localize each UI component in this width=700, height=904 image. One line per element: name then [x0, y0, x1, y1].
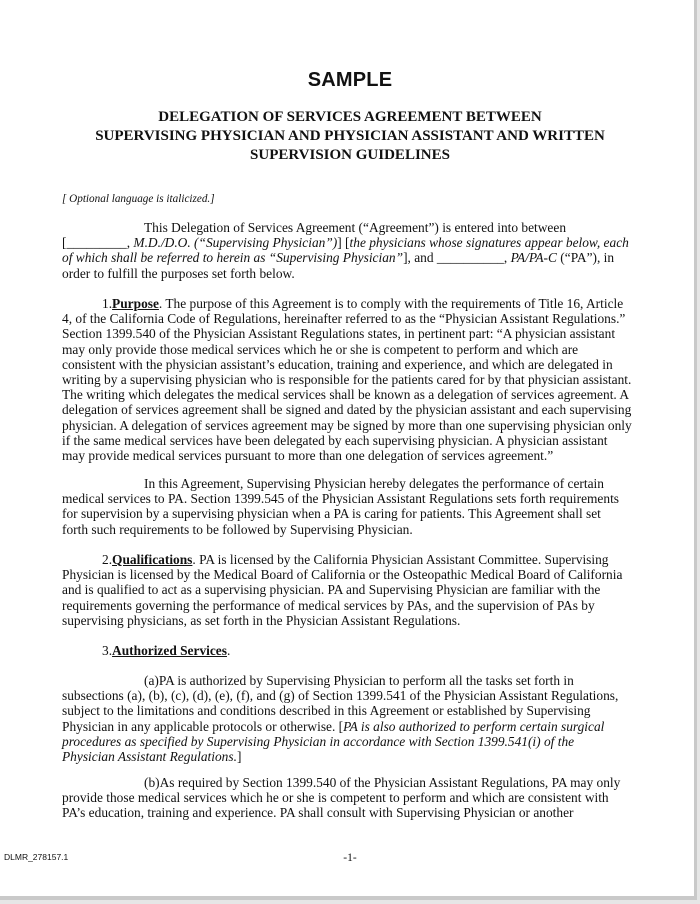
paragraph-line: In this Agreement, Supervising Physician hereby delegates the performance of certain: [144, 476, 604, 491]
text-run: Physician in any applicable protocols or otherwise. [: [62, 718, 344, 734]
section-authorized-services: [62, 643, 642, 658]
text-run: . PA is licensed by the California Physician Assistant Committee. Supervising: [192, 552, 609, 567]
paragraph-line: (a)PA is authorized by Supervising Physician to perform all the tasks set forth in: [144, 673, 574, 688]
section-title: Qualifications: [112, 552, 193, 567]
paragraph-line: procedures as specified by Supervising Physician in accordance with Section 1399.541(i) of the: [62, 733, 575, 749]
section-title: Authorized Services: [112, 643, 227, 658]
paragraph-line: This Delegation of Services Agreement (“Agreement”) is entered into between: [144, 220, 567, 235]
section-number: 3.: [102, 643, 113, 658]
text-run: . The purpose of this Agreement is to comply with the requirements of Title 16, Article: [158, 296, 624, 311]
paragraph-line: supervising physicians, as set forth in the Physician Assistant Regulations.: [62, 612, 461, 628]
paragraph-line: physician. A delegation of services agreement may be signed by more than one supervising physician only: [62, 417, 632, 433]
text-run: [_________,: [62, 235, 134, 251]
paragraph-line: forth such requirements to be followed by Supervising Physician.: [62, 521, 413, 537]
paragraph-line: [62, 719, 642, 734]
paragraph-line: if the same medical services have been delegated by each supervising physician. A physician assistant: [62, 432, 608, 448]
heading-line: SUPERVISING PHYSICIAN AND PHYSICIAN ASSISTANT AND WRITTEN: [95, 128, 605, 144]
agreement-heading: [60, 108, 640, 165]
paragraph-line: Physician is licensed by the Medical Board of California or the Osteopathic Medical Board of California: [62, 567, 623, 583]
paragraph-line: and is qualified to act as a supervising physician. PA and Supervising Physician are familiar with the: [62, 582, 601, 598]
text-run: ]: [236, 749, 242, 765]
section-number: 1.: [102, 296, 113, 311]
text-run: .: [226, 643, 231, 658]
paragraph-line: [62, 235, 642, 250]
text-run: M.D./D.O. (“Supervising Physician”): [133, 235, 338, 251]
section-qualifications: [62, 552, 642, 628]
paragraph-line: delegation of services agreement shall be signed and dated by the physician assistant and each supervising: [62, 402, 632, 418]
paragraph-line: Section 1399.540 of the Physician Assistant Regulations states, in pertinent part: “A physician assistant: [62, 326, 616, 342]
paragraph-line: provide those medical services which he or she is competent to perform and which are consistent with: [62, 790, 609, 806]
paragraph-line: [62, 296, 642, 311]
heading-line: SUPERVISION GUIDELINES: [250, 147, 450, 163]
delegation-paragraph: [62, 476, 642, 537]
section-number: 2.: [102, 552, 113, 567]
text-run: the physicians whose signatures appear below, each: [349, 235, 629, 251]
paragraph-line: for supervision by a supervising physician when a PA is caring for patients. This Agreement shall set: [62, 506, 601, 522]
sample-title: SAMPLE: [307, 69, 393, 91]
text-run: PA/PA-C: [510, 250, 557, 266]
section-title: Purpose: [112, 296, 159, 311]
heading-line: DELEGATION OF SERVICES AGREEMENT BETWEEN: [158, 109, 542, 125]
paragraph-line: [62, 749, 642, 764]
subsection-a: [62, 673, 642, 764]
paragraph-line: [62, 552, 642, 567]
paragraph-line: medical services to PA. Section 1399.545 of the Physician Assistant Regulations sets forth requirements: [62, 491, 619, 507]
document-id: DLMR_278157.1: [4, 852, 69, 862]
text-run: of which shall be referred to herein as “Supervising Physician”: [62, 250, 404, 266]
text-run: Physician Assistant Regulations.: [62, 749, 237, 765]
text-run: ], and __________,: [403, 250, 511, 266]
paragraph-line: consistent with the physician assistant’s education, training and experience, and which are delegated in: [62, 356, 613, 372]
paragraph-line: [62, 643, 642, 658]
paragraph-line: writing by a supervising physician who is responsible for the patients cared for by that physician assistant.: [62, 372, 632, 388]
paragraph-line: subsections (a), (b), (c), (d), (e), (f), and (g) of Section 1399.541 of the Physician Assistant Regulations,: [62, 688, 619, 704]
paragraph-line: [62, 250, 642, 265]
subsection-b: [62, 775, 642, 821]
paragraph-line: requirements governing the performance of medical services by PAs, and the supervision of PAs by: [62, 597, 595, 613]
paragraph-line: 4, of the California Code of Regulations, hereinafter referred to as the “Physician Assistant Regulations.”: [62, 311, 626, 327]
section-purpose: [62, 296, 642, 463]
paragraph-line: (b)As required by Section 1399.540 of the Physician Assistant Regulations, PA may only: [144, 775, 621, 790]
paragraph-line: order to fulfill the purposes set forth below.: [62, 265, 295, 281]
intro-paragraph: [62, 220, 642, 281]
text-run: PA is also authorized to perform certain surgical: [343, 718, 605, 734]
text-run: (“PA”), in: [556, 250, 615, 266]
page-number: -1-: [343, 852, 357, 864]
paragraph-line: PA’s education, training and experience. PA shall consult with Supervising Physician or another: [62, 805, 574, 821]
paragraph-line: The writing which delegates the medical services shall be known as a delegation of services agreement. A: [62, 387, 630, 403]
paragraph-line: subject to the limitations and conditions described in this Agreement or established by Supervising: [62, 703, 591, 719]
paragraph-line: may only provide those medical services which he or she is competent to perform and which are: [62, 341, 579, 357]
optional-language-note: [ Optional language is italicized.]: [62, 193, 215, 205]
text-run: ] [: [337, 235, 350, 251]
paragraph-line: may provide medical services pursuant to more than one delegation of services agreement.”: [62, 448, 554, 464]
